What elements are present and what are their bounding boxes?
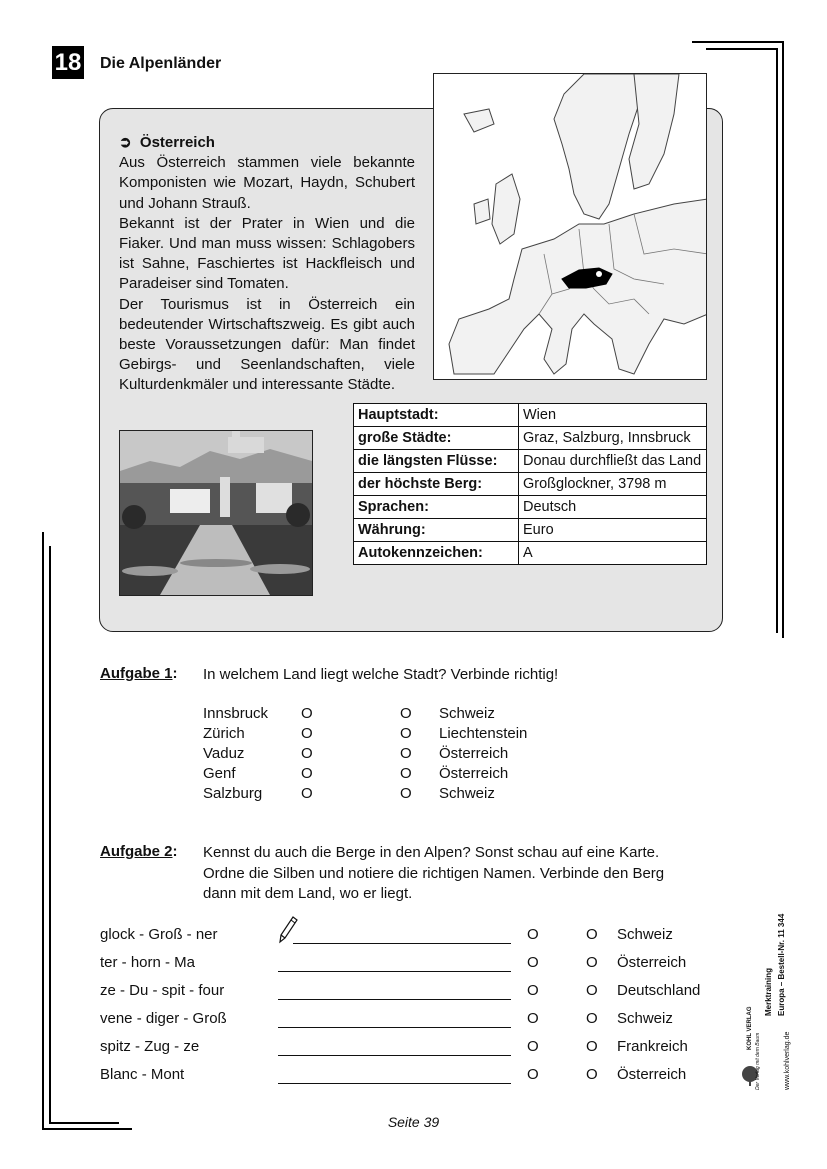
city-name: Vaduz	[203, 745, 245, 762]
section-title: Österreich	[139, 134, 215, 151]
table-row	[354, 427, 707, 450]
paragraph-tourism: Der Tourismus ist in Österreich ein bedeutender Wirtschaftszweig. Es gibt auch beste Voraussetzungen dafür: Man findet Gebirgs- und Seenlandschaften, viele Kulturdenkmäler und interessante Städte.	[119, 295, 415, 394]
country-name: Österreich	[617, 1066, 687, 1083]
task2-label: Aufgabe 2	[100, 843, 173, 860]
answer-line[interactable]	[278, 1027, 511, 1028]
frame-top-line-outer	[692, 41, 784, 43]
answer-line[interactable]	[293, 943, 511, 944]
salzburg-photo-svg	[120, 431, 312, 595]
frame-right-line-inner	[776, 48, 778, 633]
facts-table	[353, 403, 707, 565]
worksheet-number: 18	[52, 46, 84, 79]
country-name: Liechtenstein	[439, 725, 528, 742]
fact-key: Hauptstadt:	[354, 404, 519, 427]
match-circle-left[interactable]: O	[301, 745, 313, 762]
task1-instruction: In welchem Land liegt welche Stadt? Verbinde richtig!	[203, 666, 559, 683]
match-circle-right[interactable]: O	[400, 745, 412, 762]
fact-key: der höchste Berg:	[354, 473, 519, 496]
match-circle-left[interactable]: O	[527, 954, 539, 971]
country-name: Österreich	[617, 954, 687, 971]
task1-label: Aufgabe 1	[100, 665, 173, 682]
syllables: ze - Du - spit - four	[100, 982, 225, 999]
page-title: Die Alpenländer	[100, 55, 222, 72]
sidebar-order-number: Europa – Bestell-Nr. 11 344	[777, 913, 786, 1016]
syllables: vene - diger - Groß	[100, 1010, 227, 1027]
table-row	[354, 473, 707, 496]
country-name: Österreich	[439, 745, 509, 762]
match-circle-right[interactable]: O	[586, 1038, 598, 1055]
task1-heading	[100, 665, 178, 683]
table-row	[354, 404, 707, 427]
fact-value: Wien	[519, 404, 707, 427]
list-item	[203, 745, 583, 765]
answer-line[interactable]	[278, 1055, 511, 1056]
city-name: Innsbruck	[203, 705, 269, 722]
match-circle-left[interactable]: O	[527, 982, 539, 999]
page-number: Seite 39	[387, 1114, 440, 1130]
table-row	[354, 496, 707, 519]
task1-colon: :	[172, 665, 178, 682]
match-circle-left[interactable]: O	[527, 1066, 539, 1083]
table-row	[354, 542, 707, 565]
country-name: Schweiz	[439, 785, 495, 802]
publisher-logo	[740, 1022, 766, 1088]
country-name: Schweiz	[439, 705, 495, 722]
country-name: Schweiz	[617, 1010, 673, 1027]
fact-value: A	[519, 542, 707, 565]
fact-value: Donau durchfließt das Land	[519, 450, 707, 473]
fact-value: Euro	[519, 519, 707, 542]
section-heading	[119, 133, 415, 153]
task1-match-list	[203, 705, 583, 805]
europe-map-svg	[434, 74, 707, 380]
arrow-bullet-icon: ➲	[119, 134, 132, 151]
sidebar-series: Merktraining	[764, 967, 773, 1016]
answer-line[interactable]	[278, 971, 511, 972]
austria-description	[119, 133, 415, 396]
match-circle-right[interactable]: O	[400, 785, 412, 802]
frame-right-line-outer	[782, 41, 784, 638]
match-circle-left[interactable]: O	[301, 765, 313, 782]
logo-slogan: Der Verlag mit dem Baum	[755, 1032, 761, 1090]
syllables: Blanc - Mont	[100, 1066, 185, 1083]
list-item	[203, 785, 583, 805]
fact-key: die längsten Flüsse:	[354, 450, 519, 473]
paragraph-vienna: Bekannt ist der Prater in Wien und die Fiaker. Und man muss wissen: Schlagobers ist Sahne, Faschiertes ist Hackfleisch und Paradeiser sind Tomaten.	[119, 214, 415, 293]
fact-value: Großglockner, 3798 m	[519, 473, 707, 496]
answer-line[interactable]	[278, 1083, 511, 1084]
syllables: glock - Groß - ner	[100, 926, 218, 943]
table-row	[354, 450, 707, 473]
list-item	[100, 954, 720, 982]
frame-left-line-outer	[42, 532, 44, 1130]
country-name: Österreich	[439, 765, 509, 782]
match-circle-left[interactable]: O	[301, 705, 313, 722]
country-name: Schweiz	[617, 926, 673, 943]
task2-heading	[100, 843, 178, 861]
task2-instruction-line: Ordne die Silben und notiere die richtigen Namen. Verbinde den Berg	[203, 864, 665, 882]
list-item	[100, 1066, 720, 1094]
list-item	[100, 982, 720, 1010]
tree-logo-icon	[740, 1022, 766, 1088]
match-circle-right[interactable]: O	[586, 1066, 598, 1083]
match-circle-right[interactable]: O	[586, 1010, 598, 1027]
fact-key: Währung:	[354, 519, 519, 542]
country-name: Frankreich	[617, 1038, 688, 1055]
list-item	[203, 705, 583, 725]
fact-value: Graz, Salzburg, Innsbruck	[519, 427, 707, 450]
logo-text: KOHL VERLAG	[747, 1006, 753, 1050]
match-circle-left[interactable]: O	[301, 785, 313, 802]
match-circle-right[interactable]: O	[400, 725, 412, 742]
match-circle-right[interactable]: O	[586, 954, 598, 971]
fact-key: Autokennzeichen:	[354, 542, 519, 565]
match-circle-right[interactable]: O	[586, 926, 598, 943]
frame-left-line-inner	[49, 546, 51, 1124]
city-name: Zürich	[203, 725, 245, 742]
list-item	[100, 1038, 720, 1066]
match-circle-right[interactable]: O	[400, 765, 412, 782]
europe-map-image	[433, 73, 707, 380]
salzburg-photo	[119, 430, 313, 596]
answer-line[interactable]	[278, 999, 511, 1000]
country-name: Deutschland	[617, 982, 701, 999]
match-circle-right[interactable]: O	[400, 705, 412, 722]
match-circle-left[interactable]: O	[527, 926, 539, 943]
fact-key: große Städte:	[354, 427, 519, 450]
list-item	[100, 926, 720, 954]
match-circle-left[interactable]: O	[527, 1038, 539, 1055]
task2-colon: :	[172, 843, 178, 860]
task2-instruction-line: dann mit dem Land, wo er liegt.	[203, 885, 413, 902]
list-item	[203, 765, 583, 785]
sidebar-website: www.kohlverlag.de	[784, 1031, 791, 1090]
match-circle-right[interactable]: O	[586, 982, 598, 999]
fact-key: Sprachen:	[354, 496, 519, 519]
list-item	[100, 1010, 720, 1038]
syllables: ter - horn - Ma	[100, 954, 196, 971]
frame-top-line-inner	[706, 48, 778, 50]
fact-value: Deutsch	[519, 496, 707, 519]
syllables: spitz - Zug - ze	[100, 1038, 200, 1055]
city-name: Genf	[203, 765, 236, 782]
task2-instruction	[203, 843, 733, 905]
table-row	[354, 519, 707, 542]
match-circle-left[interactable]: O	[527, 1010, 539, 1027]
task2-instruction-line: Kennst du auch die Berge in den Alpen? Sonst schau auf eine Karte.	[203, 844, 660, 861]
list-item	[203, 725, 583, 745]
task2-match-list	[100, 926, 720, 1094]
paragraph-composers: Aus Österreich stammen viele bekannte Komponisten wie Mozart, Haydn, Schubert und Johann Strauß.	[119, 154, 415, 212]
match-circle-left[interactable]: O	[301, 725, 313, 742]
city-name: Salzburg	[203, 785, 263, 802]
